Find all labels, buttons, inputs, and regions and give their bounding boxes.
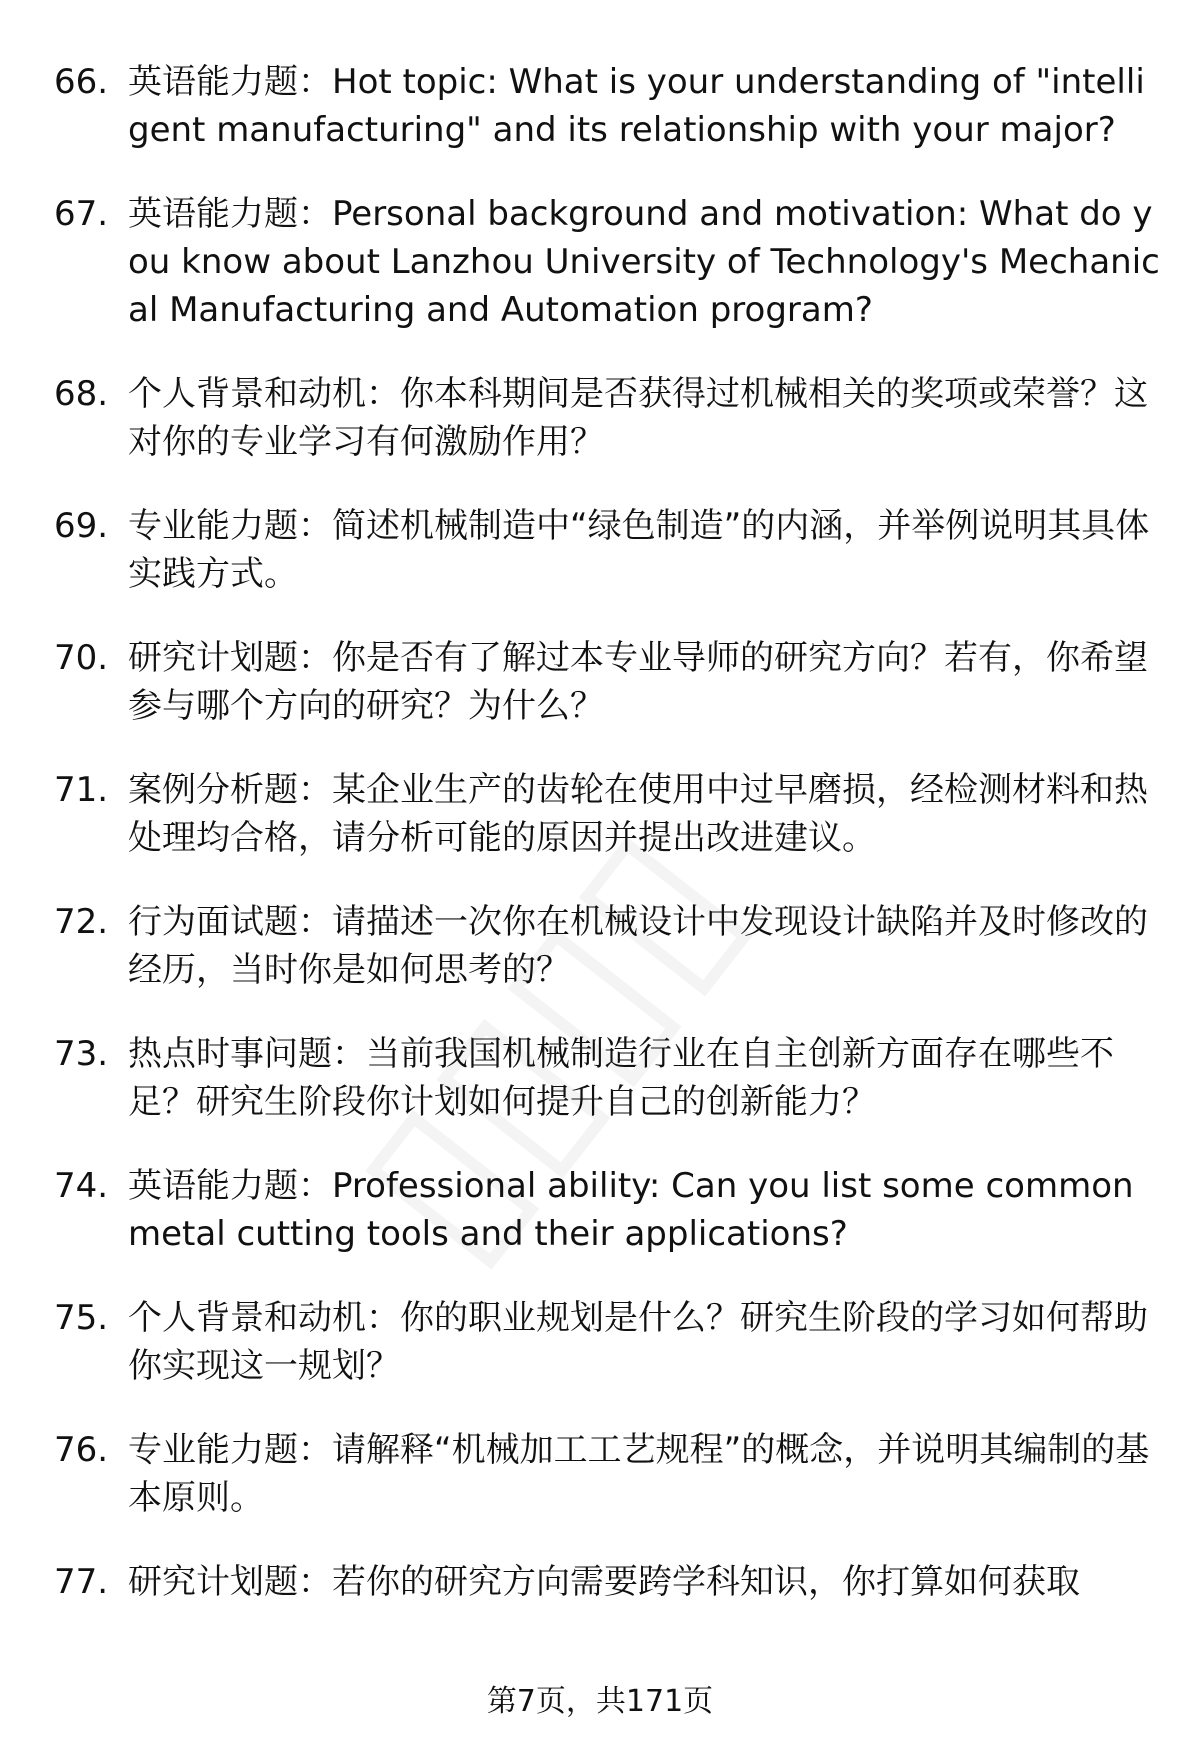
question-item <box>0 1162 1200 1258</box>
question-item <box>0 58 1200 154</box>
question-text: 专业能力题：简述机械制造中“绿色制造”的内涵，并举例说明其具体实践方式。 <box>128 506 1150 594</box>
question-text: 英语能力题：Professional ability: Can you list some common metal cutting tools and their applications? <box>128 1166 1134 1254</box>
question-item <box>0 370 1200 466</box>
question-text: 行为面试题：请描述一次你在机械设计中发现设计缺陷并及时修改的经历，当时你是如何思考的？ <box>128 902 1148 990</box>
question-item <box>0 898 1200 994</box>
question-number: 73. <box>54 1034 109 1074</box>
question-text: 研究计划题：若你的研究方向需要跨学科知识，你打算如何获取 <box>128 1562 1080 1602</box>
question-text: 案例分析题：某企业生产的齿轮在使用中过早磨损，经检测材料和热处理均合格，请分析可能的原因并提出改进建议。 <box>128 770 1148 858</box>
question-list <box>0 58 1200 1642</box>
question-number: 67. <box>54 194 109 234</box>
question-text: 专业能力题：请解释“机械加工工艺规程”的概念，并说明其编制的基本原则。 <box>128 1430 1150 1518</box>
question-number: 70. <box>54 638 109 678</box>
question-text: 英语能力题：Personal background and motivation: What do you know about Lanzhou University of Technology's Mechanical Manufacturing and Automation program? <box>128 194 1160 330</box>
question-item <box>0 1294 1200 1390</box>
question-number: 74. <box>54 1166 109 1206</box>
question-number: 68. <box>54 374 109 414</box>
question-number: 77. <box>54 1562 109 1602</box>
question-text: 个人背景和动机：你本科期间是否获得过机械相关的奖项或荣誉？这对你的专业学习有何激励作用？ <box>128 374 1148 462</box>
page-footer: 第7页，共171页 <box>486 1684 714 1719</box>
question-item <box>0 1426 1200 1522</box>
question-text: 热点时事问题：当前我国机械制造行业在自主创新方面存在哪些不足？研究生阶段你计划如何提升自己的创新能力？ <box>128 1034 1114 1122</box>
question-text: 英语能力题：Hot topic: What is your understanding of "intelligent manufacturing" and its relationship with your major? <box>128 62 1145 150</box>
question-number: 66. <box>54 62 109 102</box>
question-item <box>0 634 1200 730</box>
question-number: 76. <box>54 1430 109 1470</box>
question-number: 72. <box>54 902 109 942</box>
question-number: 71. <box>54 770 109 810</box>
question-number: 75. <box>54 1298 109 1338</box>
question-text: 研究计划题：你是否有了解过本专业导师的研究方向？若有，你希望参与哪个方向的研究？为什么？ <box>128 638 1148 726</box>
question-item <box>0 1030 1200 1126</box>
question-number: 69. <box>54 506 109 546</box>
question-text: 个人背景和动机：你的职业规划是什么？研究生阶段的学习如何帮助你实现这一规划？ <box>128 1298 1148 1386</box>
question-item <box>0 190 1200 334</box>
question-item <box>0 502 1200 598</box>
question-item <box>0 766 1200 862</box>
question-item <box>0 1558 1200 1606</box>
